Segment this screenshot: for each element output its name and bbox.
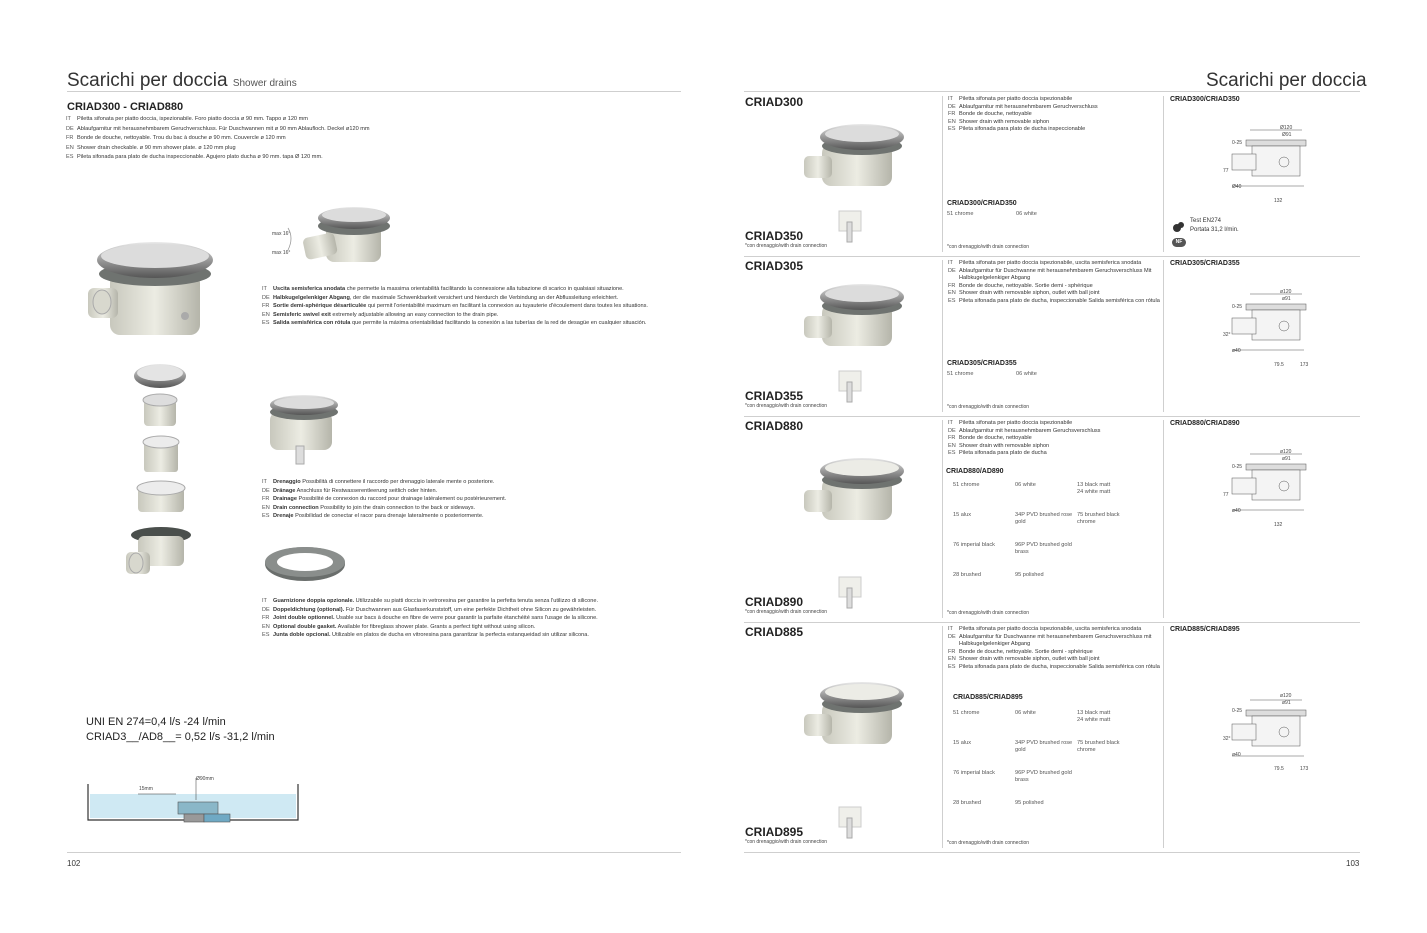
feature-bold: Semisferic swivel exit [273, 311, 331, 318]
product-image [800, 122, 910, 192]
drawing-code: CRIAD880/CRIAD890 [1170, 420, 1240, 427]
lang-tag: FR [262, 303, 270, 310]
desc-line [66, 115, 370, 125]
drain-connection-note-2: *con drenaggio/with drain connection [947, 244, 1029, 250]
finish-option: 15 alux [953, 512, 972, 518]
dimension-label: 77 [1223, 168, 1229, 174]
lang-tag: IT [948, 96, 953, 102]
feature-text: Utilizzabile su piatti doccia in vetroresina per garantire la perfetta tenuta senza l'utilizzo di silicone. [354, 598, 599, 604]
feature-text: qui permit l'orientabilité maximum en facilitant la connexion au tuyauterie d'écoulement dans toutes les situations. [366, 303, 648, 310]
product-code-top: CRIAD885 [745, 625, 804, 639]
desc-text: Bonde de douche, nettoyable [959, 435, 1032, 442]
column-divider [1163, 626, 1164, 848]
feature-text: Possibilité de connexion du raccord pour drainage latéralement ou postérieurement. [296, 496, 507, 503]
finish-option: 06 white [1015, 710, 1036, 716]
desc-text: Bonde de douche, nettoyable. Sortie demi - sphérique [959, 648, 1093, 655]
left-title-en: Shower drains [232, 78, 297, 89]
technical-drawing [1212, 286, 1332, 366]
feature-text: Anschluss für Restwasserentleerung seitlich oder hinten. [295, 487, 438, 494]
feature-bold: Drenaggio [273, 479, 301, 485]
lang-tag: FR [948, 282, 956, 289]
finish-option: 75 brushed black chrome [1077, 512, 1120, 525]
lang-tag: IT [948, 260, 953, 266]
dimension-label: Ø91 [1282, 132, 1292, 138]
row-separator [744, 256, 1360, 257]
lang-tag: EN [66, 144, 74, 151]
lang-tag: FR [948, 435, 956, 442]
desc-line [66, 134, 370, 144]
desc-text: Piletta sifonata per piatto doccia ispezionabile, uscita semisferica snodata [959, 260, 1142, 266]
finish-option: 06 white [1016, 211, 1037, 217]
feature-body [273, 495, 506, 504]
dimension-label: 173 [1300, 766, 1309, 772]
left-page-title [67, 70, 297, 92]
drawing-code: CRIAD885/CRIAD895 [1170, 626, 1240, 633]
finish-option: 76 imperial black [953, 770, 995, 776]
feature-bold: Drainage [273, 496, 297, 503]
desc-line [948, 96, 1160, 104]
lang-tag: EN [262, 623, 270, 630]
feature-bold: Optional double gasket. [273, 623, 337, 630]
desc-text: Ablaufgarnitur für Duschwanne mit herausnehmbarem Geruchsverschluss Mit Halbkugelgelenkiger Abgang [959, 267, 1152, 282]
dimension-label: 173 [1300, 362, 1309, 368]
feature-bold: Salida semisférica con rótula [273, 320, 351, 327]
desc-line [948, 104, 1160, 112]
desc-text: Piletta sifonata per piatto doccia, ispezionabile. Foro piatto doccia ø 90 mm. Tappo ø 120 mm [77, 116, 308, 122]
desc-text: Piletta sifonata per piatto doccia ispezionabile, uscita semisferica snodata [959, 626, 1142, 632]
drainage-drain-image [262, 394, 342, 466]
finish-option: 15 alux [953, 740, 972, 746]
finish-option: 51 chrome [953, 710, 980, 716]
feature-line [262, 311, 648, 320]
drain-connection-note-2: *con drenaggio/with drain connection [947, 610, 1029, 616]
feature-bold: Halbkugelgelenkiger Abgang [273, 294, 350, 301]
product-code-top: CRIAD305 [745, 259, 804, 273]
feature-bold: Uscita semisferica snodata [273, 286, 346, 292]
desc-line [66, 125, 370, 135]
feature-swivel-text [262, 285, 648, 328]
dimension-label: ø91 [1282, 456, 1291, 462]
desc-text: Pileta sifonada para plato de ducha inspeccionable [959, 126, 1086, 133]
feature-line [262, 606, 682, 615]
feature-gasket-text [262, 597, 682, 640]
lang-tag: ES [262, 320, 270, 327]
angle-label-2: max 16° [272, 250, 291, 256]
feature-body [273, 512, 484, 521]
drain-connection-note: *con drenaggio/with drain connection [745, 609, 827, 615]
row-separator [744, 622, 1360, 623]
desc-line [66, 144, 370, 154]
flow-rate-text [86, 715, 275, 745]
feature-bold: Guarnizione doppia opzionale. [273, 598, 355, 604]
dimension-label: 0-25 [1232, 464, 1243, 470]
left-title-text: Scarichi per doccia [67, 70, 228, 91]
lang-tag: FR [948, 111, 956, 118]
technical-drawing [1212, 446, 1332, 526]
finish-option: 51 chrome [947, 371, 974, 377]
desc-text: Bonde de douche, nettoyable [959, 111, 1032, 118]
lang-tag: ES [262, 632, 270, 639]
dimension-label: ø120 [1280, 289, 1292, 295]
dimension-label: ø120 [1280, 449, 1292, 455]
desc-text: Shower drain with removable siphon [959, 118, 1050, 125]
lang-tag: EN [948, 656, 956, 663]
lang-tag: EN [948, 442, 956, 449]
feature-text: , der die maximale Schwenkbarkeit versichert und hierdurch die Verbindung an der Abflussleitung erleichtert. [349, 294, 619, 301]
desc-line [948, 111, 1160, 119]
feature-body [273, 319, 646, 328]
feature-body [273, 294, 618, 303]
drain-connection-note: *con drenaggio/with drain connection [745, 839, 827, 845]
desc-text: Pileta sifonada para plato de ducha, inspeccionable Salida semisférica con rótula [959, 663, 1160, 670]
left-title-rule [67, 91, 681, 92]
drain-connection-image [838, 806, 862, 840]
finish-option: 96P PVD brushed gold brass [1015, 770, 1072, 783]
feature-line [262, 319, 648, 328]
desc-text: Ablaufgarnitur mit herausnehmbarem Geruchverschluss [959, 103, 1098, 110]
feature-body [273, 478, 494, 487]
left-product-title: CRIAD300 - CRIAD880 [67, 101, 184, 113]
right-footer-rule [744, 852, 1360, 853]
feature-text: extremely adjustable allowing an easy connection to the drain pipe. [330, 311, 499, 318]
feature-bold: Drain connection [273, 504, 319, 511]
lang-tag: DE [262, 294, 270, 301]
desc-line [948, 450, 1160, 458]
desc-line [948, 435, 1160, 443]
feature-drainage-text [262, 478, 648, 521]
finish-code: CRIAD880/AD890 [946, 468, 1004, 475]
desc-line [948, 119, 1160, 127]
dimension-label: 0-25 [1232, 304, 1243, 310]
dimension-label: ø40 [1232, 752, 1241, 758]
feature-body [273, 311, 498, 320]
lang-tag: IT [262, 479, 267, 485]
lang-tag: IT [262, 598, 267, 604]
feature-text: Possibility to join the drain connection to the back or sideways. [318, 504, 476, 511]
right-title-rule [744, 91, 1360, 92]
desc-text: Ablaufgarnitur mit herausnehmbarem Geruchsverschluss [959, 427, 1101, 434]
desc-line [948, 428, 1160, 436]
finish-option: 75 brushed black chrome [1077, 740, 1120, 753]
desc-text: Piletta sifonata per piatto doccia ispezionabile [959, 420, 1073, 426]
drain-connection-note: *con drenaggio/with drain connection [745, 403, 827, 409]
drawing-code: CRIAD305/CRIAD355 [1170, 260, 1240, 267]
product-code-top: CRIAD300 [745, 95, 804, 109]
desc-text: Ablaufgarnitur für Duschwanne mit herausnehmbarem Geruchsverschluss mit Halbkugelgelenkiger Abgang [959, 633, 1152, 648]
product-description [948, 260, 1160, 306]
feature-line [262, 512, 648, 521]
finish-option: 13 black matt 24 white matt [1077, 482, 1111, 495]
drain-connection-note: *con drenaggio/with drain connection [745, 243, 827, 249]
finish-option: 51 chrome [953, 482, 980, 488]
dimension-label: ø91 [1282, 700, 1291, 706]
dimension-label: Ø40 [1232, 184, 1242, 190]
right-page-number: 103 [1346, 859, 1360, 868]
feature-text: Possibilità di connettere il raccordo per drenaggio laterale mente o posteriore. [300, 479, 495, 485]
swivel-drain-image [286, 204, 396, 270]
dimension-label: 79.5 [1274, 362, 1284, 368]
dimension-label: ø40 [1232, 508, 1241, 514]
drain-connection-image [838, 210, 862, 244]
feature-text: che permette la massima orientabilità facilitando la connessione alla tubazione di scarico in qualsiasi situazione. [345, 286, 624, 292]
desc-text: Pileta sifonada para plato de ducha [959, 450, 1047, 457]
feature-bold: Dränage [273, 487, 296, 494]
diagram-label-90mm: Ø90mm [196, 776, 214, 782]
feature-body [273, 631, 589, 640]
desc-text: Pileta sifonada para plato de ducha inspeccionable. Agujero plato ducha ø 90 mm. tapa Ø 120 mm. [77, 154, 323, 161]
dimension-label: 79.5 [1274, 766, 1284, 772]
row-separator [744, 416, 1360, 417]
left-description [66, 115, 370, 163]
lang-tag: DE [262, 606, 270, 613]
drain-connection-image [838, 576, 862, 610]
feature-bold: Joint double optionnel. [273, 615, 335, 622]
lang-tag: DE [948, 267, 956, 274]
feature-line [262, 504, 648, 513]
lang-tag: EN [262, 311, 270, 318]
technical-drawing [1212, 122, 1332, 202]
product-description [948, 96, 1160, 134]
finish-option: 51 chrome [947, 211, 974, 217]
feature-text: Utilizable en platos de ducha en vitroresina para garantizar la perfecta estanqueidad sin utilizar silicona. [330, 632, 589, 639]
feature-bold: Doppeldichtung (optional). [273, 606, 345, 613]
column-divider [942, 626, 943, 848]
feature-bold: Sortie demi-sphérique désarticulée [273, 303, 367, 310]
feature-line [262, 294, 648, 303]
feature-text: Posibilidad de conectar el racor para drenaje lateralmente o posteriormente. [293, 513, 484, 520]
feature-body [273, 614, 598, 623]
test-standard: Test EN274 [1190, 218, 1222, 224]
desc-line [948, 664, 1160, 672]
lang-tag: ES [262, 513, 270, 520]
lang-tag: DE [66, 125, 74, 132]
finish-option: 28 brushed [953, 572, 981, 578]
dimension-label: ø91 [1282, 296, 1291, 302]
feature-body [273, 597, 598, 606]
technical-drawing [1212, 692, 1332, 772]
desc-line [948, 634, 1160, 649]
lang-tag: EN [948, 290, 956, 297]
desc-text: Bonde de douche, nettoyable. Trou du bac à douche ø 90 mm. Couvercle ø 120 mm [77, 135, 286, 142]
desc-line [948, 649, 1160, 657]
feature-line [262, 631, 682, 640]
feature-text: Available for fibreglass shower plate. Grants a perfect tight without using silicon. [336, 623, 536, 630]
finish-option: 96P PVD brushed gold brass [1015, 542, 1072, 555]
lang-tag: ES [948, 450, 956, 457]
desc-text: Ablaufgarnitur mit herausnehmbarem Geruchverschluss. Für Duschwannen mit ø 90 mm Ablaufloch. Deckel ø120 mm [77, 125, 370, 132]
feature-body [273, 606, 596, 615]
drain-connection-note-2: *con drenaggio/with drain connection [947, 840, 1029, 846]
lang-tag: IT [66, 116, 71, 122]
flow-capacity: Portata 31,2 l/min. [1190, 227, 1239, 233]
installation-diagram [84, 772, 304, 828]
desc-text: Shower drain checkable. ø 90 mm shower plate. ø 120 mm plug [77, 144, 236, 151]
dimension-label: 132 [1274, 522, 1283, 528]
feature-text: Für Duschwannen aus Glasfaserkunststoff, um eine perfekte Dichtheit ohne Silicon zu gewährleisten. [344, 606, 597, 613]
desc-line [948, 626, 1160, 634]
column-divider [942, 260, 943, 412]
finish-code: CRIAD885/CRIAD895 [953, 694, 1023, 701]
desc-line [66, 153, 370, 163]
finish-option: 34P PVD brushed rose gold [1015, 512, 1073, 525]
lang-tag: FR [66, 135, 74, 142]
lang-tag: IT [262, 286, 267, 292]
product-code-bottom: CRIAD355 [745, 389, 804, 403]
finish-code: CRIAD300/CRIAD350 [947, 200, 1017, 207]
finish-option: 76 imperial black [953, 542, 995, 548]
feature-text: que permite la máxima orientabilidad facilitando la conexión a las tuberías de la red de desagüe en cualquier situación. [350, 320, 647, 327]
dimension-label: 132 [1274, 198, 1283, 204]
lang-tag: ES [948, 297, 956, 304]
dimension-label: 0-25 [1232, 708, 1243, 714]
exploded-parts-image [126, 360, 196, 585]
double-gasket-image [262, 542, 348, 586]
desc-text: Pileta sifonada para plato de ducha, inspeccionable Salida semisférica con rótula [959, 297, 1160, 304]
product-description [948, 626, 1160, 672]
test-drop-icon [1172, 220, 1184, 232]
drain-connection-image [838, 370, 862, 404]
lang-tag: FR [948, 648, 956, 655]
product-code-bottom: CRIAD895 [745, 825, 804, 839]
product-image [800, 680, 910, 750]
dimension-label: ø40 [1232, 348, 1241, 354]
feature-body [273, 504, 475, 513]
drawing-code: CRIAD300/CRIAD350 [1170, 96, 1240, 103]
lang-tag: FR [262, 496, 270, 503]
lang-tag: EN [262, 504, 270, 511]
product-code-top: CRIAD880 [745, 419, 804, 433]
feature-bold: Drenaje [273, 513, 294, 520]
main-drain-image [80, 238, 220, 350]
finish-code: CRIAD305/CRIAD355 [947, 360, 1017, 367]
angle-label-1: max 16° [272, 231, 291, 237]
column-divider [1163, 420, 1164, 618]
desc-line [948, 268, 1160, 283]
dimension-label: Ø120 [1280, 125, 1293, 131]
feature-line [262, 623, 682, 632]
nf-badge: NF [1172, 238, 1186, 247]
column-divider [1163, 96, 1164, 252]
column-divider [942, 420, 943, 618]
desc-line [948, 126, 1160, 134]
dimension-label: ø120 [1280, 693, 1292, 699]
lang-tag: DE [948, 427, 956, 434]
dimension-label: 77 [1223, 492, 1229, 498]
feature-line [262, 614, 682, 623]
diagram-label-15mm: 15mm [139, 786, 153, 792]
feature-body [273, 487, 437, 496]
feature-line [262, 302, 648, 311]
feature-line [262, 495, 648, 504]
lang-tag: DE [948, 103, 956, 110]
finish-option: 95 polished [1015, 572, 1044, 578]
dimension-label: 32° [1223, 332, 1231, 338]
desc-text: Shower drain with removable siphon, outlet with ball joint [959, 290, 1100, 297]
feature-body [273, 623, 535, 632]
column-divider [942, 96, 943, 252]
feature-bold: Junta doble opcional. [273, 632, 331, 639]
feature-line [262, 597, 682, 606]
product-image [800, 456, 910, 526]
desc-line [948, 656, 1160, 664]
dimension-label: 32° [1223, 736, 1231, 742]
right-page-title: Scarichi per doccia [1206, 70, 1367, 91]
product-image [800, 282, 910, 352]
desc-text: Shower drain with removable siphon [959, 442, 1050, 449]
lang-tag: FR [262, 615, 270, 622]
flow-rate-line-1: UNI EN 274=0,4 l/s -24 l/min [86, 716, 226, 728]
finish-option: 28 brushed [953, 800, 981, 806]
dimension-label: 0-25 [1232, 140, 1243, 146]
lang-tag: ES [948, 126, 956, 133]
finish-option: 13 black matt 24 white matt [1077, 710, 1111, 723]
lang-tag: DE [948, 633, 956, 640]
finish-option: 06 white [1016, 371, 1037, 377]
column-divider [1163, 260, 1164, 412]
left-footer-rule [67, 852, 681, 853]
desc-line [948, 298, 1160, 306]
lang-tag: IT [948, 626, 953, 632]
flow-rate-line-2: CRIAD3__/AD8__= 0,52 l/s -31,2 l/min [86, 731, 275, 743]
lang-tag: ES [66, 154, 74, 161]
desc-line [948, 283, 1160, 291]
lang-tag: DE [262, 487, 270, 494]
product-code-bottom: CRIAD890 [745, 595, 804, 609]
product-code-bottom: CRIAD350 [745, 229, 804, 243]
lang-tag: ES [948, 663, 956, 670]
finish-option: 06 white [1015, 482, 1036, 488]
product-description [948, 420, 1160, 458]
desc-text: Shower drain with removable siphon, outlet with ball joint [959, 656, 1100, 663]
desc-line [948, 443, 1160, 451]
finish-option: 34P PVD brushed rose gold [1015, 740, 1073, 753]
drain-connection-note-2: *con drenaggio/with drain connection [947, 404, 1029, 410]
feature-line [262, 478, 648, 487]
feature-line [262, 487, 648, 496]
desc-line [948, 260, 1160, 268]
feature-line [262, 285, 648, 294]
left-page-number: 102 [67, 859, 81, 868]
feature-body [273, 285, 624, 294]
desc-text: Piletta sifonata per piatto doccia ispezionabile [959, 96, 1073, 102]
lang-tag: IT [948, 420, 953, 426]
feature-text: Usable sur bacs à douche en fibre de verre pour garantir la parfaite étanchéité sans l'usage de la silicone. [334, 615, 598, 622]
desc-text: Bonde de douche, nettoyable. Sortie demi - sphérique [959, 282, 1093, 289]
desc-line [948, 420, 1160, 428]
finish-option: 95 polished [1015, 800, 1044, 806]
lang-tag: EN [948, 118, 956, 125]
feature-body [273, 302, 648, 311]
desc-line [948, 290, 1160, 298]
